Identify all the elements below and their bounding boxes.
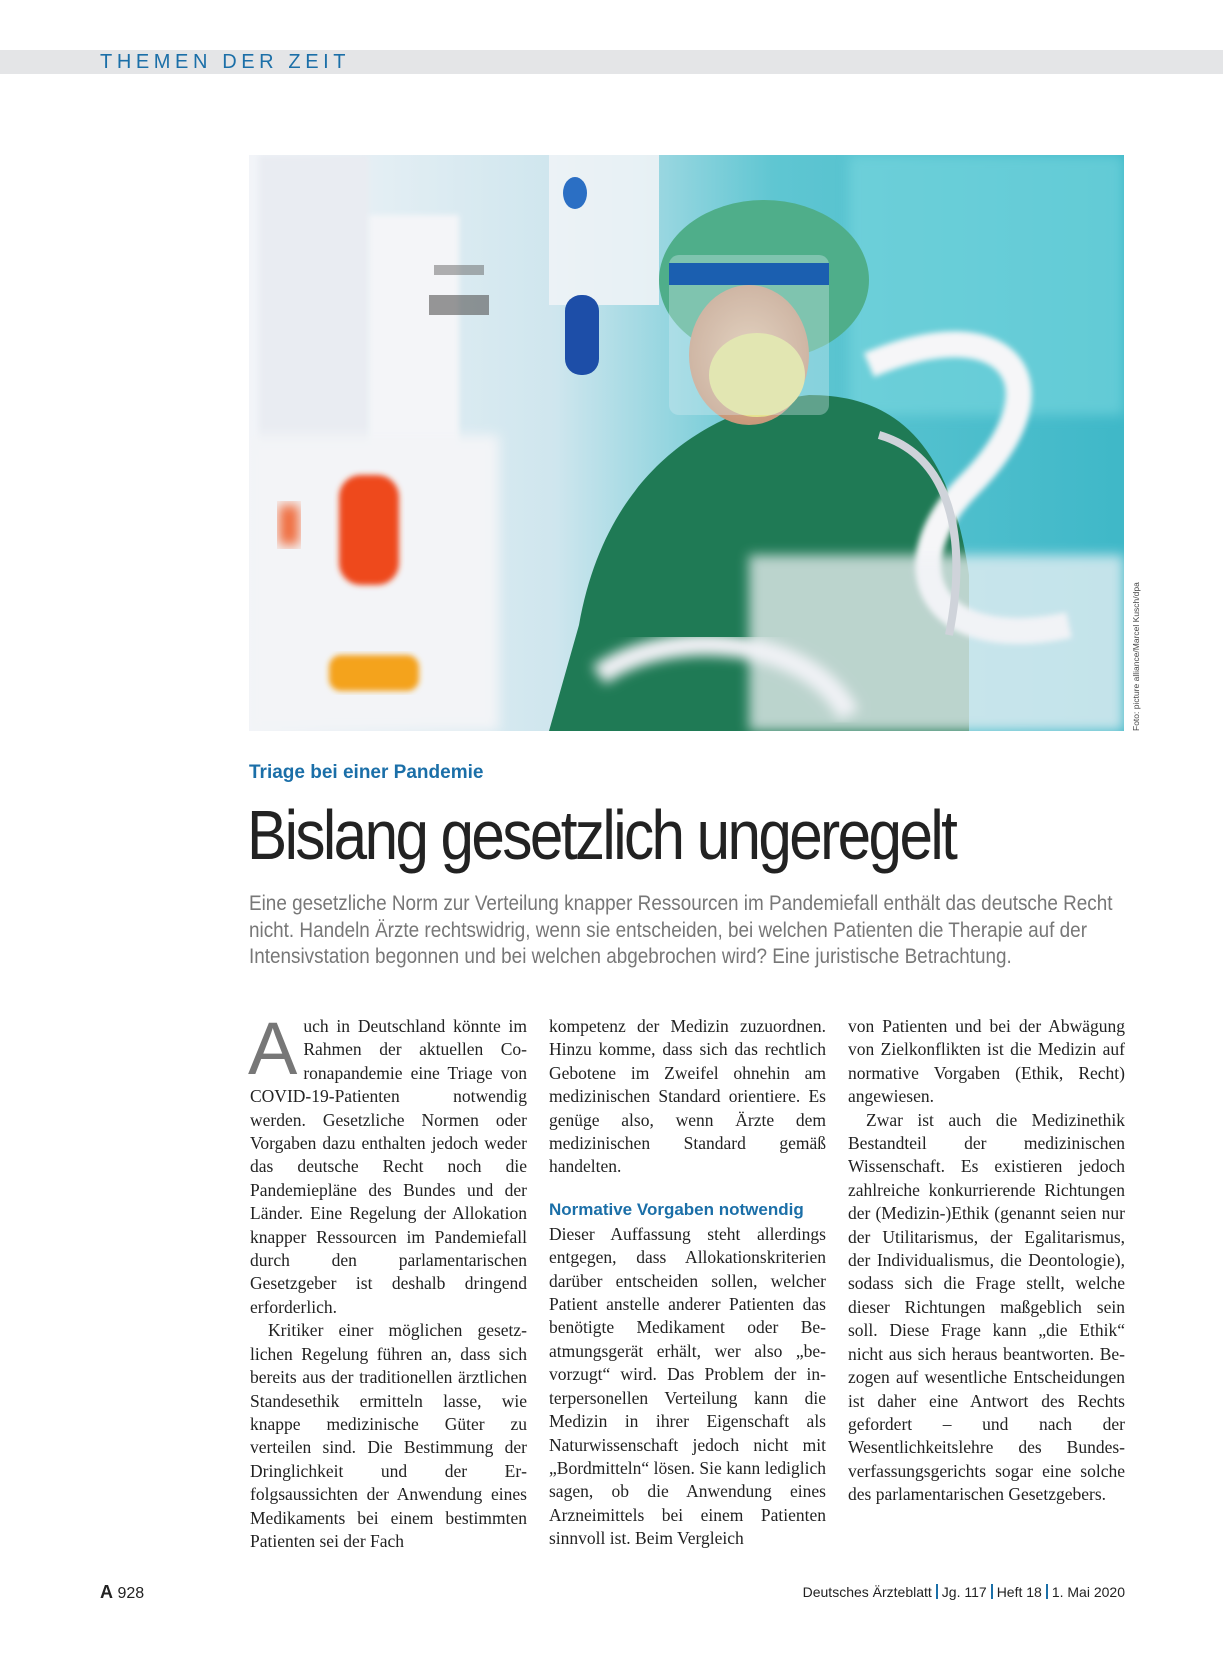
- separator: [991, 1584, 993, 1599]
- paragraph: kompetenz der Medizin zuzuordnen. Hinzu komme, dass sich das rechtlich Gebotene im Zweifel ohnehin am medizinischen Standard orientiere. Es genüge also, wenn Ärzte dem medizinischen Standard gemäß handelten.: [549, 1016, 826, 1177]
- section-label: THEMEN DER ZEIT: [100, 51, 351, 73]
- page-letter: A: [100, 1582, 113, 1602]
- footer-citation: [803, 1584, 1125, 1600]
- paragraph: Dieser Auffassung steht allerdings entgegen, dass Allokationskriterien darüber entscheiden sollen, welcher Patient anstelle anderer Patienten das benötigte Medikament oder Beatmungsgerät erhält, wer also „bevorzugt“ wird. Das Problem der interpersonellen Verteilung kann die Medizin in ihrer Eigenschaft als Naturwissenschaft jedoch nicht mit „Bordmitteln“ lösen. Sie kann lediglich sagen, ob die Anwendung eines Arzneimittels bei einem Patienten sinnvoll ist. Beim Vergleich: [549, 1223, 826, 1549]
- volume: Jg. 117: [941, 1584, 987, 1600]
- text-column-1: [248, 1007, 527, 1553]
- date: 1. Mai 2020: [1051, 1584, 1125, 1600]
- text-column-3: [848, 1015, 1125, 1507]
- separator: [936, 1584, 938, 1599]
- paragraph: Kritiker einer möglichen gesetzlichen Regelung führen an, dass sich bereits aus der traditionellen ärztlichen Standesethik ermitteln lasse, wie knappe medizinische Güter zu verteilen sind. Die Bestimmung der Dringlichkeit und der Erfolgsaussichten der Anwendung eines Medikaments bei einem bestimmten Patienten sei der Fach: [250, 1320, 527, 1551]
- subheading: Normative Vorgaben notwendig: [549, 1199, 804, 1219]
- paragraph: [248, 1007, 527, 1319]
- text-column-2: [549, 1015, 826, 1551]
- page-number: [100, 1582, 144, 1603]
- separator: [1046, 1584, 1048, 1599]
- paragraph-text: uch in Deutschland könnte im Rahmen der aktuellen Coronapandemie eine Triage von COVID-19-Patienten notwendig werden. Gesetzliche Normen oder Vorgaben dazu enthalten jedoch weder das deutsche Recht noch die Pandemiepläne des Bundes und der Länder. Eine Regelung der Allokation knapper Ressourcen im Pandemiefall durch den parlamentarischen Gesetzgeber ist deshalb dringend erforderlich.: [250, 1016, 527, 1317]
- issue: Heft 18: [996, 1584, 1042, 1600]
- paragraph: Zwar ist auch die Medizinethik Bestandteil der medizinischen Wissenschaft. Es existieren jedoch zahlreiche konkurrierende Richtungen der (Medizin-)Ethik (genannt seien nur der Utilitarismus, der Egalitarismus, der Individualismus, die Deontologie), sodass sich die Frage stellt, welche dieser Richtungen maßgeblich sein soll. Diese Frage kann „die Ethik“ nicht aus sich heraus beantworten. Bezogen auf wesentliche Entscheidungen ist daher eine Antwort des Rechts gefordert – und nach der Wesentlichkeitslehre des Bundesverfassungsgerichts sogar eine solche des parlamentarischen Gesetzgebers.: [848, 1109, 1125, 1505]
- article-photo: [249, 155, 1124, 731]
- article-title: Bislang gesetzlich ungeregelt: [247, 796, 956, 874]
- article-kicker: Triage bei einer Pandemie: [249, 762, 484, 783]
- article-lead: Eine gesetzliche Norm zur Verteilung knapper Ressourcen im Pandemiefall enthält das deutsche Recht nicht. Handeln Ärzte rechtswidrig, wenn sie entscheiden, bei welchen Patienten die Therapie auf der Intensivstation begonnen und bei welchen abgebrochen wird? Eine juristische Betrachtung.: [249, 891, 1113, 968]
- photo-credit: Foto: picture alliance/Marcel Kusch/dpa: [1131, 582, 1141, 731]
- page-number-value: 928: [117, 1585, 145, 1602]
- paragraph: von Patienten und bei der Abwägung von Zielkonflikten ist die Medizin auf normative Vorgaben (Ethik, Recht) angewiesen.: [848, 1016, 1125, 1107]
- drop-cap: A: [248, 1007, 298, 1090]
- journal-name: Deutsches Ärzteblatt: [802, 1584, 932, 1600]
